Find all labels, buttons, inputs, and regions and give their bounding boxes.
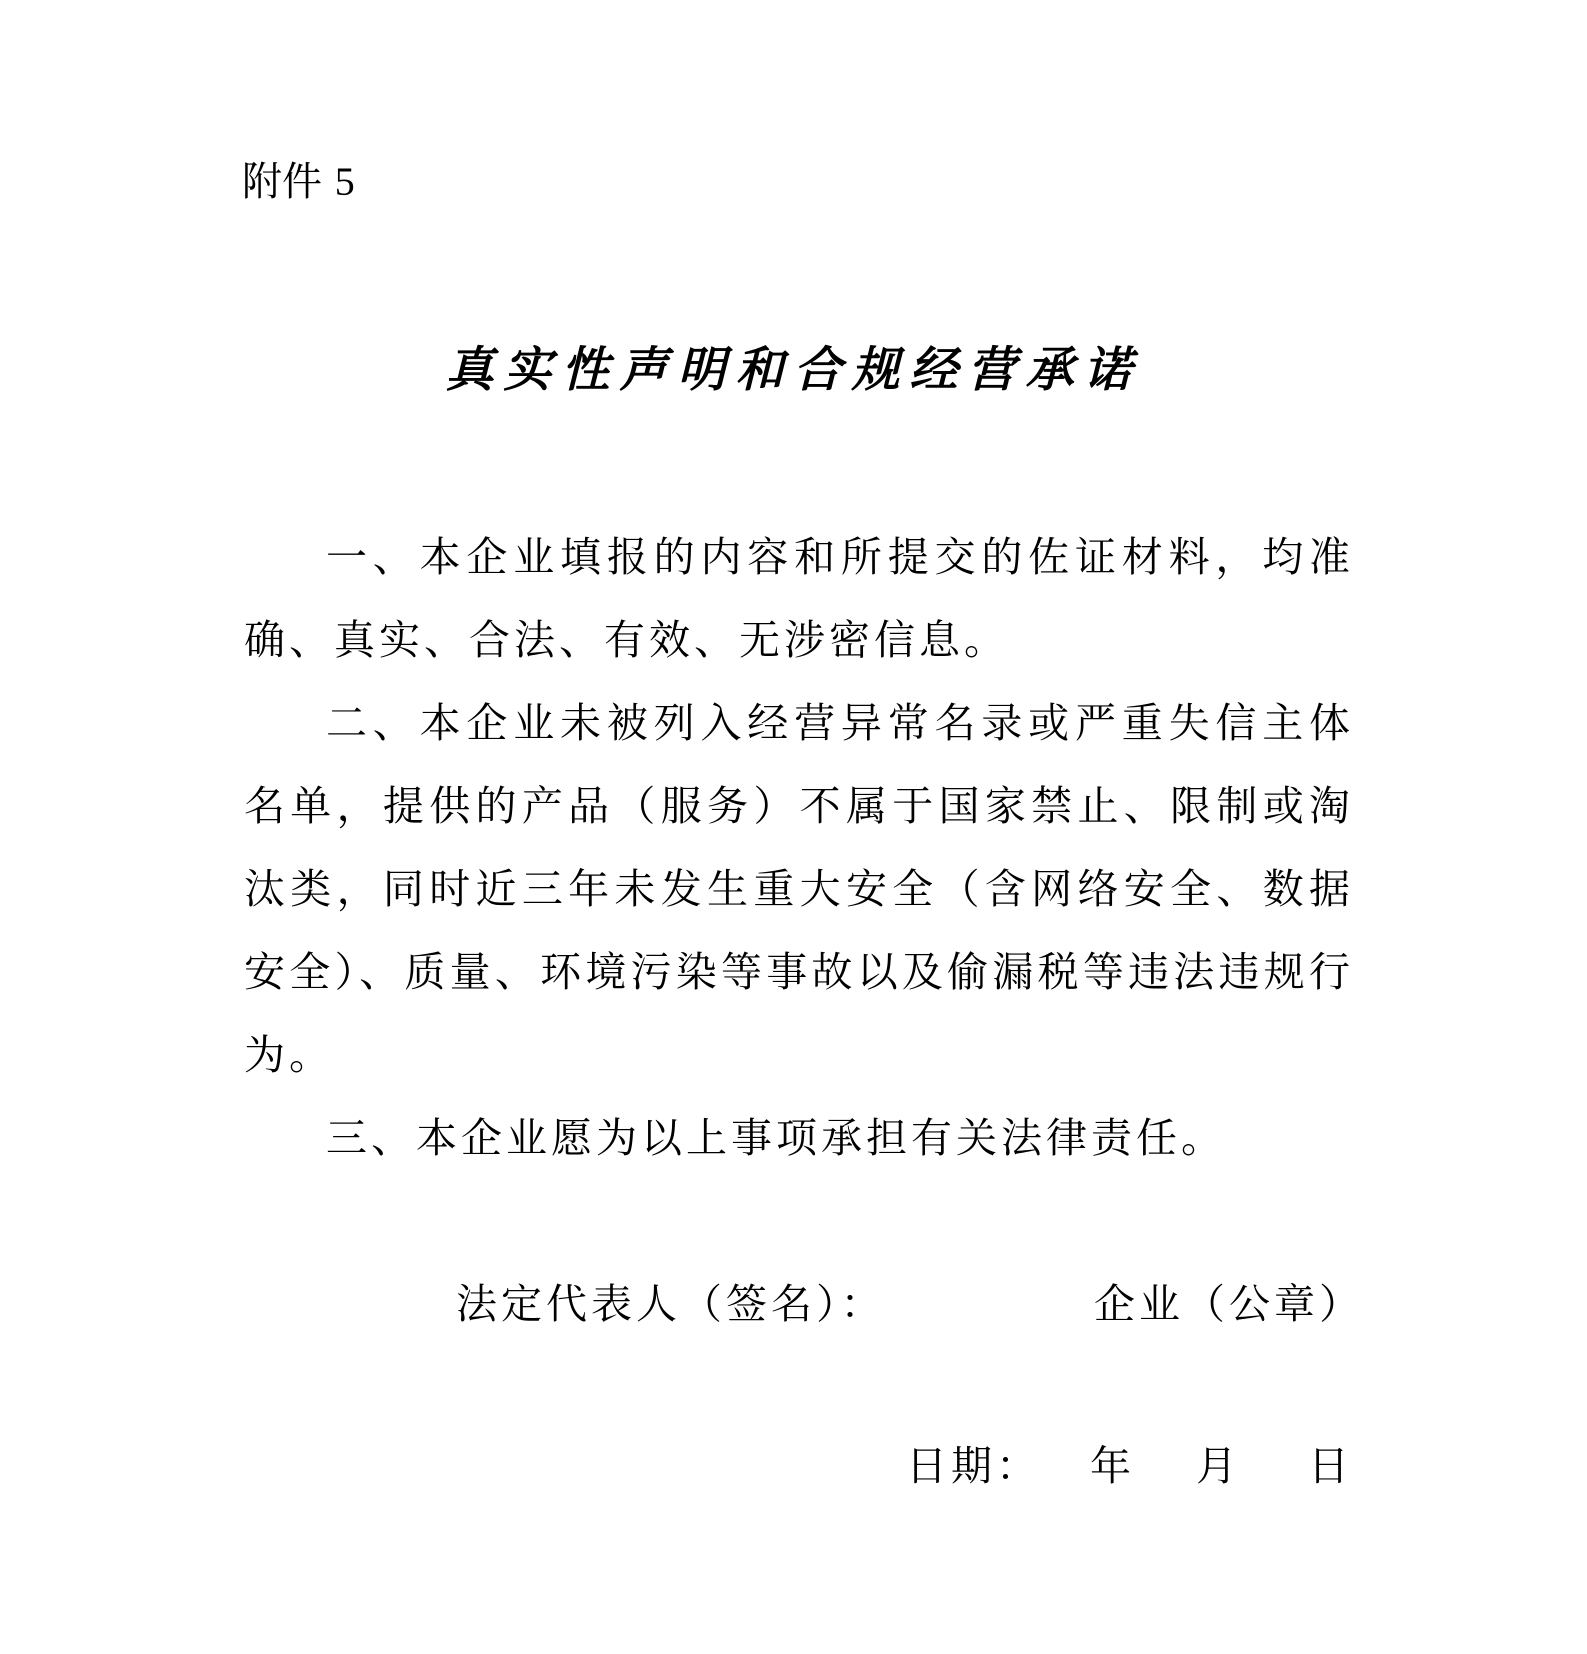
attachment-number: 5 xyxy=(334,159,355,204)
attachment-text: 附件 xyxy=(242,159,322,205)
company-seal-label: 企业（公章） xyxy=(1094,1280,1364,1328)
legal-representative-signature-label: 法定代表人（签名）： xyxy=(456,1280,886,1328)
declaration-paragraph-3: 三、本企业愿为以上事项承担有关法律责任。 xyxy=(326,1114,1226,1162)
attachment-label xyxy=(242,152,355,212)
declaration-paragraph-2: 二、本企业未被列入经营异常名录或严重失信主体名单，提供的产品（服务）不属于国家禁止、限制或淘汰类，同时近三年未发生重大安全（含网络安全、数据安全）、质量、环境污染等事故以及偷漏税等违法违规行为。 xyxy=(244,699,1354,1079)
declaration-body xyxy=(244,516,1354,1180)
date-year-label: 年 xyxy=(1090,1442,1131,1490)
date-month-label: 月 xyxy=(1196,1442,1237,1490)
declaration-paragraph-1: 一、本企业填报的内容和所提交的佐证材料，均准确、真实、合法、有效、无涉密信息。 xyxy=(244,533,1354,664)
date-label: 日期： xyxy=(906,1442,1041,1490)
date-day-label: 日 xyxy=(1308,1442,1349,1490)
document-title: 真实性声明和合规经营承诺 xyxy=(445,342,1142,398)
